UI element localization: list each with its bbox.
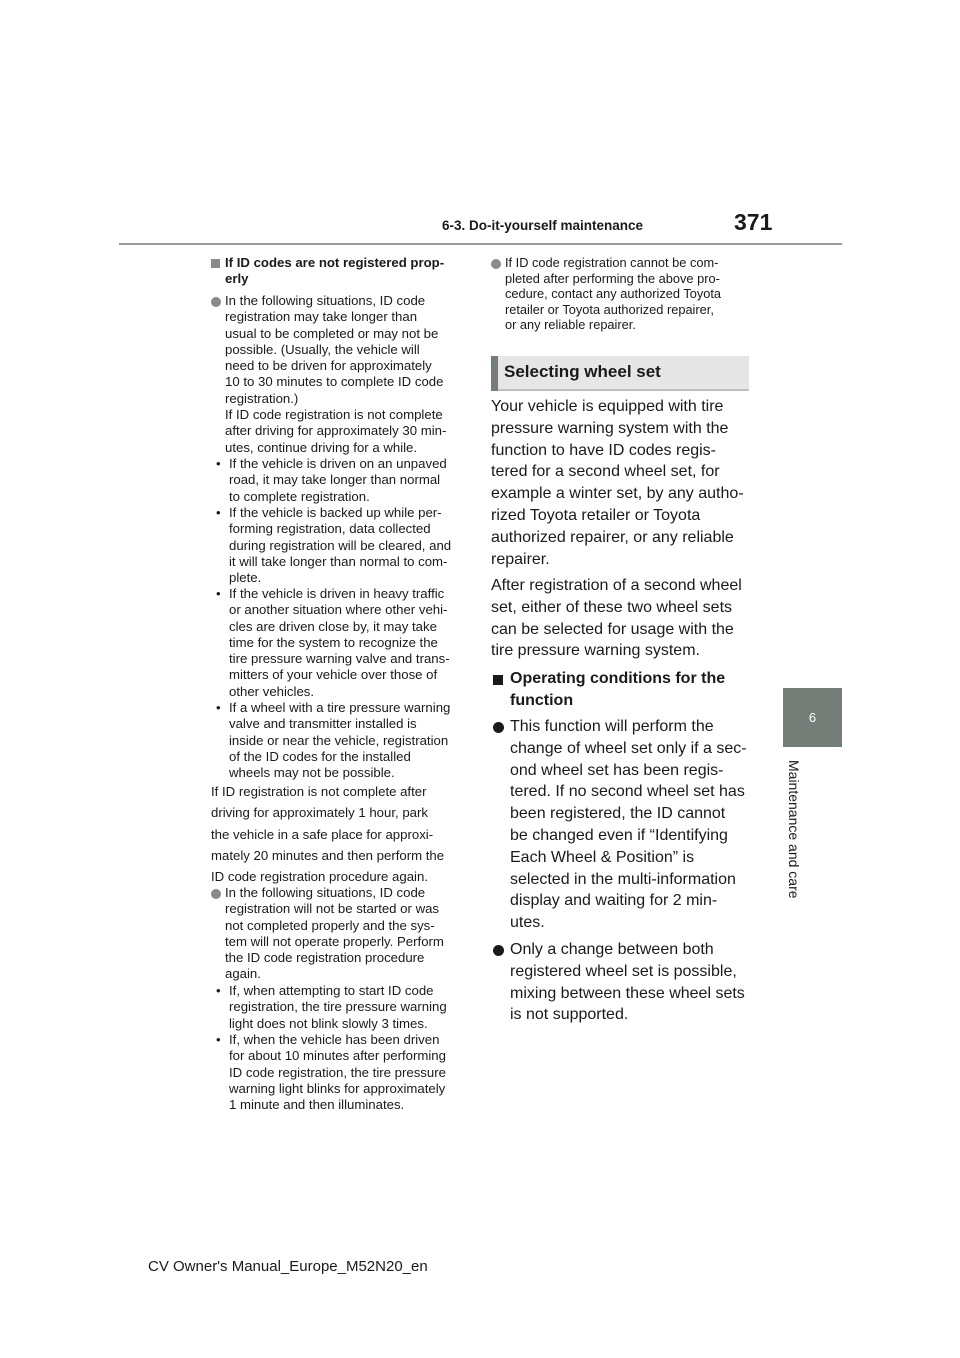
text-line: tered. If no second wheel set has [510,783,745,801]
text-line: Only a change between both [510,941,714,958]
text-line: If the vehicle is driven on an unpaved [229,456,447,471]
bullet-dot-icon [493,722,504,733]
text-line: pleted after performing the above pro- [505,270,720,286]
text-line: is not supported. [510,1006,629,1024]
text-line: repairer. [491,550,550,568]
sub-bullet-icon: • [216,456,221,471]
text-line: of the ID codes for the installed [229,748,411,764]
text-line: wheels may not be possible. [229,765,395,781]
heading-line-2: erly [225,271,249,287]
sub-bullet-icon: • [216,586,221,601]
text-line: cles are driven close by, it may take [229,618,437,634]
sub-bullet-list-item [216,456,447,505]
text-line: registration, the tire pressure warning [229,999,447,1015]
text-line: retailer or Toyota authorized repairer, [505,301,714,317]
header-divider [119,243,842,245]
text-line: mately 20 minutes and then perform the [211,847,445,863]
text-line: mixing between these wheel sets [510,984,745,1002]
text-line: authorized repairer, or any reliable [491,528,734,546]
text-line: utes, continue driving for a while. [225,439,418,455]
left-paragraph [211,781,444,887]
text-line: If the vehicle is driven in heavy traffic [229,586,445,601]
text-line: possible. (Usually, the vehicle will [225,341,420,357]
text-line: example a winter set, by any autho- [491,485,744,503]
right-top-bullet [505,255,721,333]
sub-bullet-icon: • [216,1032,221,1047]
text-line: or another situation where other vehi- [229,602,448,618]
text-line: If ID code registration is not complete [225,407,443,423]
text-line: registration will not be started or was [225,901,440,917]
text-line: registration.) [225,390,299,406]
text-line: road, it may take longer than normal [229,472,441,488]
text-line: need to be driven for approximately [225,358,432,374]
bullet-dot-icon [211,889,221,899]
text-line: Operating conditions for the [510,670,726,687]
text-line: ond wheel set has been regis- [510,761,724,779]
footer-manual-id: CV Owner's Manual_Europe_M52N20_en [148,1258,428,1275]
sub-bullet-icon: • [216,505,221,520]
text-line: function [510,691,574,709]
text-line: Your vehicle is equipped with tire [491,398,724,415]
text-line: 10 to 30 minutes to complete ID code [225,374,444,390]
right-paragraph-2 [491,575,742,662]
text-line: In the following situations, ID code [225,293,426,308]
text-line: After registration of a second wheel [491,577,742,594]
text-line: warning light blinks for approximately [229,1080,446,1096]
text-line: forming registration, data collected [229,521,431,537]
bullet-dot-icon [493,945,504,956]
section-title: Selecting wheel set [504,362,661,381]
text-line: change of wheel set only if a sec- [510,739,747,757]
chapter-number: 6 [808,710,817,725]
text-line: pressure warning system with the [491,419,729,437]
text-line: tered for a second wheel set, for [491,463,720,481]
text-line: other vehicles. [229,683,315,699]
text-line: This function will perform the [510,718,714,735]
section-title-accent [491,356,498,391]
text-line: driving for approximately 1 hour, park [211,805,428,821]
heading-square-icon [211,259,220,268]
text-line: ID code registration, the tire pressure [229,1064,446,1080]
chapter-tab [783,688,842,747]
left-heading [225,255,468,288]
chapter-label: Maintenance and care [786,760,802,899]
text-line: inside or near the vehicle, registration [229,732,449,748]
text-line: tire pressure warning valve and trans- [229,651,450,667]
text-line: plete. [229,570,262,586]
text-line: If, when attempting to start ID code [229,983,434,998]
sub-bullet-icon: • [216,983,221,998]
sub-bullet-list-item [216,1032,446,1113]
section-header: 6-3. Do-it-yourself maintenance [442,218,644,233]
condition-2 [510,939,745,1026]
bullet-dot-icon [211,297,221,307]
sub-bullet-list-item [216,586,450,700]
text-line: If ID code registration cannot be com- [505,255,719,270]
text-line: If ID registration is not complete after [211,784,427,799]
text-line: it will take longer than normal to com- [229,553,448,569]
sub-bullet-list-item [216,700,451,781]
text-line: Each Wheel & Position” is [510,848,695,866]
text-line: time for the system to recognize the [229,634,438,650]
text-line: registration may take longer than [225,309,418,325]
bullet-dot-icon [491,259,501,269]
text-line: cedure, contact any authorized Toyota [505,286,722,302]
bullet1-text [225,293,446,456]
condition-1 [510,716,747,934]
text-line: utes. [510,914,545,932]
text-line: In the following situations, ID code [225,885,426,900]
text-line: display and waiting for 2 min- [510,892,718,910]
sub-bullet-list-item [216,983,447,1032]
text-line: rized Toyota retailer or Toyota [491,506,701,524]
text-line: If, when the vehicle has been driven [229,1032,440,1047]
text-line: usual to be completed or may not be [225,325,439,341]
text-line: again. [225,966,261,982]
text-line: light does not blink slowly 3 times. [229,1015,428,1031]
text-line: during registration will be cleared, and [229,537,452,553]
heading-line-1: If ID codes are not registered prop- [225,255,445,270]
subheading-square-icon [493,675,503,685]
text-line: 1 minute and then illuminates. [229,1097,405,1113]
text-line: not completed properly and the sys- [225,917,435,933]
text-line: can be selected for usage with the [491,620,734,638]
subheading [510,668,725,712]
text-line: ID code registration procedure again. [211,869,428,885]
page-number: 371 [734,209,773,235]
text-line: valve and transmitter installed is [229,716,417,732]
text-line: the vehicle in a safe place for approxi- [211,826,434,842]
text-line: been registered, the ID cannot [510,805,726,823]
text-line: after driving for approximately 30 min- [225,423,447,439]
right-paragraph-1 [491,396,744,570]
text-line: to complete registration. [229,488,370,504]
text-line: the ID code registration procedure [225,950,425,966]
text-line: for about 10 minutes after performing [229,1048,446,1064]
text-line: set, either of these two wheel sets [491,598,733,616]
sub-bullet-list-item [216,505,452,586]
text-line: If the vehicle is backed up while per- [229,505,442,520]
bullet2-text [225,885,444,983]
sub-bullet-icon: • [216,700,221,715]
text-line: tem will not operate properly. Perform [225,933,444,949]
text-line: tire pressure warning system. [491,642,700,660]
text-line: or any reliable repairer. [505,317,636,333]
text-line: registered wheel set is possible, [510,962,737,980]
text-line: be changed even if “Identifying [510,826,728,844]
text-line: mitters of your vehicle over those of [229,667,438,683]
text-line: function to have ID codes regis- [491,441,717,459]
text-line: If a wheel with a tire pressure warning [229,700,451,715]
text-line: selected in the multi-information [510,870,736,888]
